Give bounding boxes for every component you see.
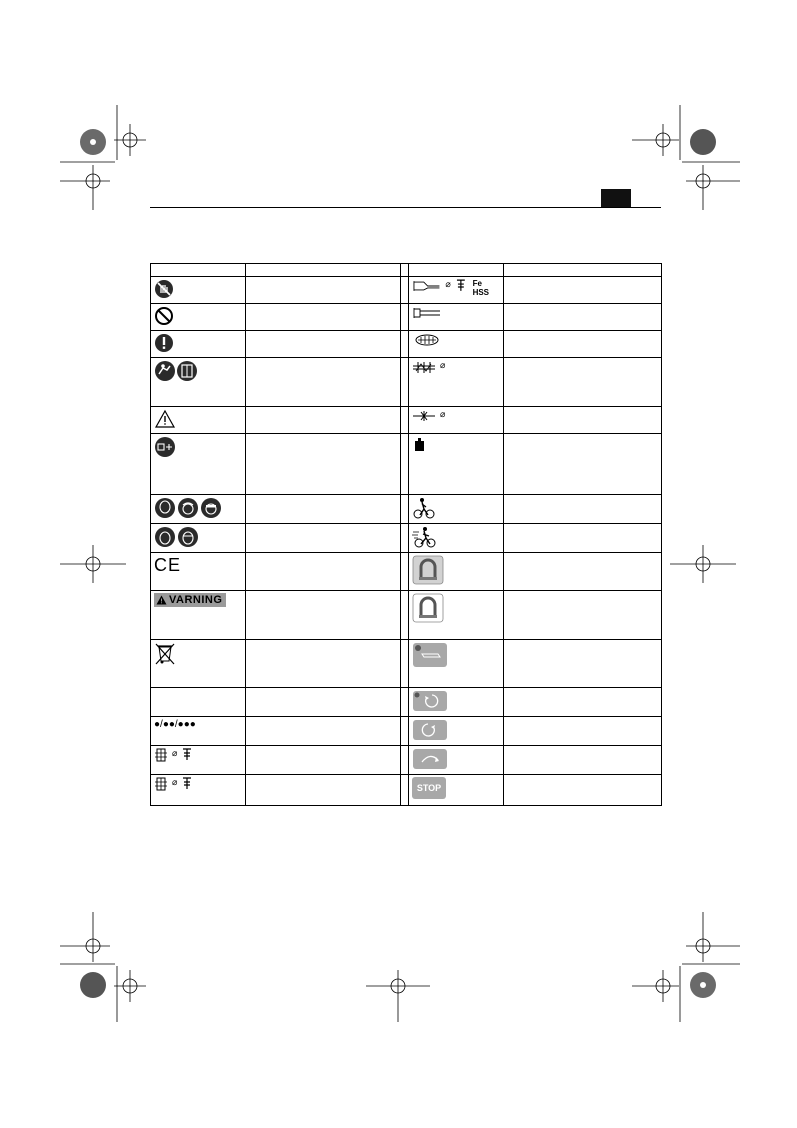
no-hand-icon: [154, 279, 174, 299]
stop-label: STOP: [416, 783, 442, 793]
symbol-cell: [151, 775, 246, 806]
drill-bit-small-icon: [181, 748, 193, 762]
symbol-cell: [151, 688, 246, 717]
stop-button-icon: [412, 777, 446, 799]
prohibition-icon: [154, 306, 174, 326]
dots-icon: ●/●●/●●●: [154, 719, 196, 730]
rotate-cw-button-icon: [412, 690, 448, 712]
symbol-table: [150, 263, 662, 806]
table-row: [151, 524, 662, 553]
table-row: [151, 591, 662, 640]
table-header-row: [151, 264, 662, 277]
symbol-cell: [409, 358, 504, 407]
warning-triangle-small-icon: [156, 595, 167, 605]
column-gap: [401, 407, 409, 434]
header-cell: [409, 264, 504, 277]
person-icon: [412, 497, 436, 519]
description-cell: [246, 277, 401, 304]
drill-bit-small-icon: [455, 279, 467, 293]
symbol-cell: [151, 640, 246, 688]
symbol-cell: [151, 277, 246, 304]
description-cell: [504, 495, 662, 524]
description-cell: [246, 775, 401, 806]
description-cell: [246, 553, 401, 591]
column-gap: [401, 358, 409, 407]
warning-triangle-icon: [154, 409, 176, 429]
table-row: [151, 434, 662, 495]
symbol-cell: [409, 717, 504, 746]
column-gap: [401, 775, 409, 806]
symbol-cell: [151, 495, 246, 524]
diameter-symbol: ⌀: [172, 748, 178, 758]
description-cell: [504, 746, 662, 775]
description-cell: [246, 746, 401, 775]
column-gap: [401, 264, 409, 277]
column-gap: [401, 717, 409, 746]
symbol-cell: [409, 434, 504, 495]
description-cell: [246, 524, 401, 553]
symbol-cell: [151, 746, 246, 775]
description-cell: [246, 304, 401, 331]
table-row: [151, 331, 662, 358]
column-gap: [401, 640, 409, 688]
symbol-cell: [409, 775, 504, 806]
column-gap: [401, 277, 409, 304]
table-row: [151, 277, 662, 304]
description-cell: [246, 434, 401, 495]
warning-label-icon: [154, 593, 226, 607]
weight-icon: [412, 436, 426, 452]
header-rule: [150, 207, 661, 208]
description-cell: [246, 331, 401, 358]
column-gap: [401, 524, 409, 553]
symbol-cell: [151, 553, 246, 591]
column-gap: [401, 331, 409, 358]
table-row: [151, 495, 662, 524]
table-row: [151, 746, 662, 775]
core-drill-icon: [412, 360, 436, 374]
symbol-cell: [151, 331, 246, 358]
header-cell: [504, 264, 662, 277]
column-gap: [401, 591, 409, 640]
panel-light-icon: [412, 642, 448, 668]
symbol-cell: [151, 407, 246, 434]
diameter-symbol: ⌀: [445, 279, 451, 289]
magnet-off-icon: [412, 593, 444, 623]
description-cell: [504, 775, 662, 806]
symbol-cell: [409, 591, 504, 640]
description-cell: [246, 591, 401, 640]
drill-bit-small-icon: [181, 777, 193, 791]
description-cell: [246, 688, 401, 717]
description-cell: [504, 331, 662, 358]
symbol-cell: [409, 331, 504, 358]
symbol-cell: [151, 591, 246, 640]
table-row: [151, 717, 662, 746]
description-cell: [504, 524, 662, 553]
table-row: [151, 688, 662, 717]
description-cell: [504, 304, 662, 331]
magnet-base-icon: [412, 333, 442, 347]
column-gap: [401, 746, 409, 775]
drill-diameter-icon: [154, 748, 168, 762]
hss-label: Fe HSS: [472, 279, 490, 297]
diameter-symbol: ⌀: [172, 777, 178, 787]
language-tab: [601, 189, 631, 208]
table-row: [151, 407, 662, 434]
description-cell: [504, 591, 662, 640]
symbol-cell: [409, 304, 504, 331]
unplug-icon: [154, 436, 176, 458]
description-cell: [504, 553, 662, 591]
symbol-cell: [151, 434, 246, 495]
description-cell: [504, 717, 662, 746]
table-row: [151, 640, 662, 688]
magnet-on-icon: [412, 555, 444, 585]
motor-button-icon: [412, 748, 448, 770]
description-cell: [504, 277, 662, 304]
symbol-cell: [409, 407, 504, 434]
column-gap: [401, 434, 409, 495]
column-gap: [401, 495, 409, 524]
diameter-symbol: ⌀: [440, 360, 446, 370]
wheelie-bin-icon: [154, 642, 176, 666]
description-cell: [246, 495, 401, 524]
diameter-symbol: ⌀: [440, 409, 446, 419]
description-cell: [504, 407, 662, 434]
description-cell: [246, 358, 401, 407]
table-row: [151, 553, 662, 591]
twist-drill-icon: [412, 409, 436, 423]
description-cell: [504, 434, 662, 495]
drill-bit-icon: [412, 306, 442, 320]
description-cell: [246, 640, 401, 688]
drill-diameter-icon-2: [154, 777, 168, 791]
header-cell: [151, 264, 246, 277]
read-manual-icon: [154, 360, 198, 382]
symbol-cell: [151, 717, 246, 746]
symbol-cell: [409, 277, 504, 304]
symbol-cell: [409, 688, 504, 717]
fast-person-icon: [412, 526, 438, 548]
description-cell: [504, 640, 662, 688]
column-gap: [401, 688, 409, 717]
rotate-ccw-button-icon: [412, 719, 448, 741]
symbol-cell: [151, 524, 246, 553]
symbol-cell: [409, 746, 504, 775]
symbol-cell: [409, 524, 504, 553]
header-cell: [246, 264, 401, 277]
symbol-cell: [409, 553, 504, 591]
warning-label-text: VARNING: [169, 594, 223, 606]
description-cell: [246, 407, 401, 434]
symbol-cell: [151, 304, 246, 331]
table-row: [151, 775, 662, 806]
description-cell: [504, 688, 662, 717]
symbol-cell: [409, 640, 504, 688]
symbol-cell: [151, 358, 246, 407]
ce-mark-icon: CE: [154, 555, 182, 575]
description-cell: [504, 358, 662, 407]
table-row: [151, 304, 662, 331]
exclamation-icon: [154, 333, 174, 353]
description-cell: [246, 717, 401, 746]
ear-protection-icon: [154, 526, 200, 548]
column-gap: [401, 304, 409, 331]
symbol-cell: [409, 495, 504, 524]
drill-hss-icon: [412, 279, 441, 293]
table-row: [151, 358, 662, 407]
protective-gear-icon: [154, 497, 222, 519]
column-gap: [401, 553, 409, 591]
